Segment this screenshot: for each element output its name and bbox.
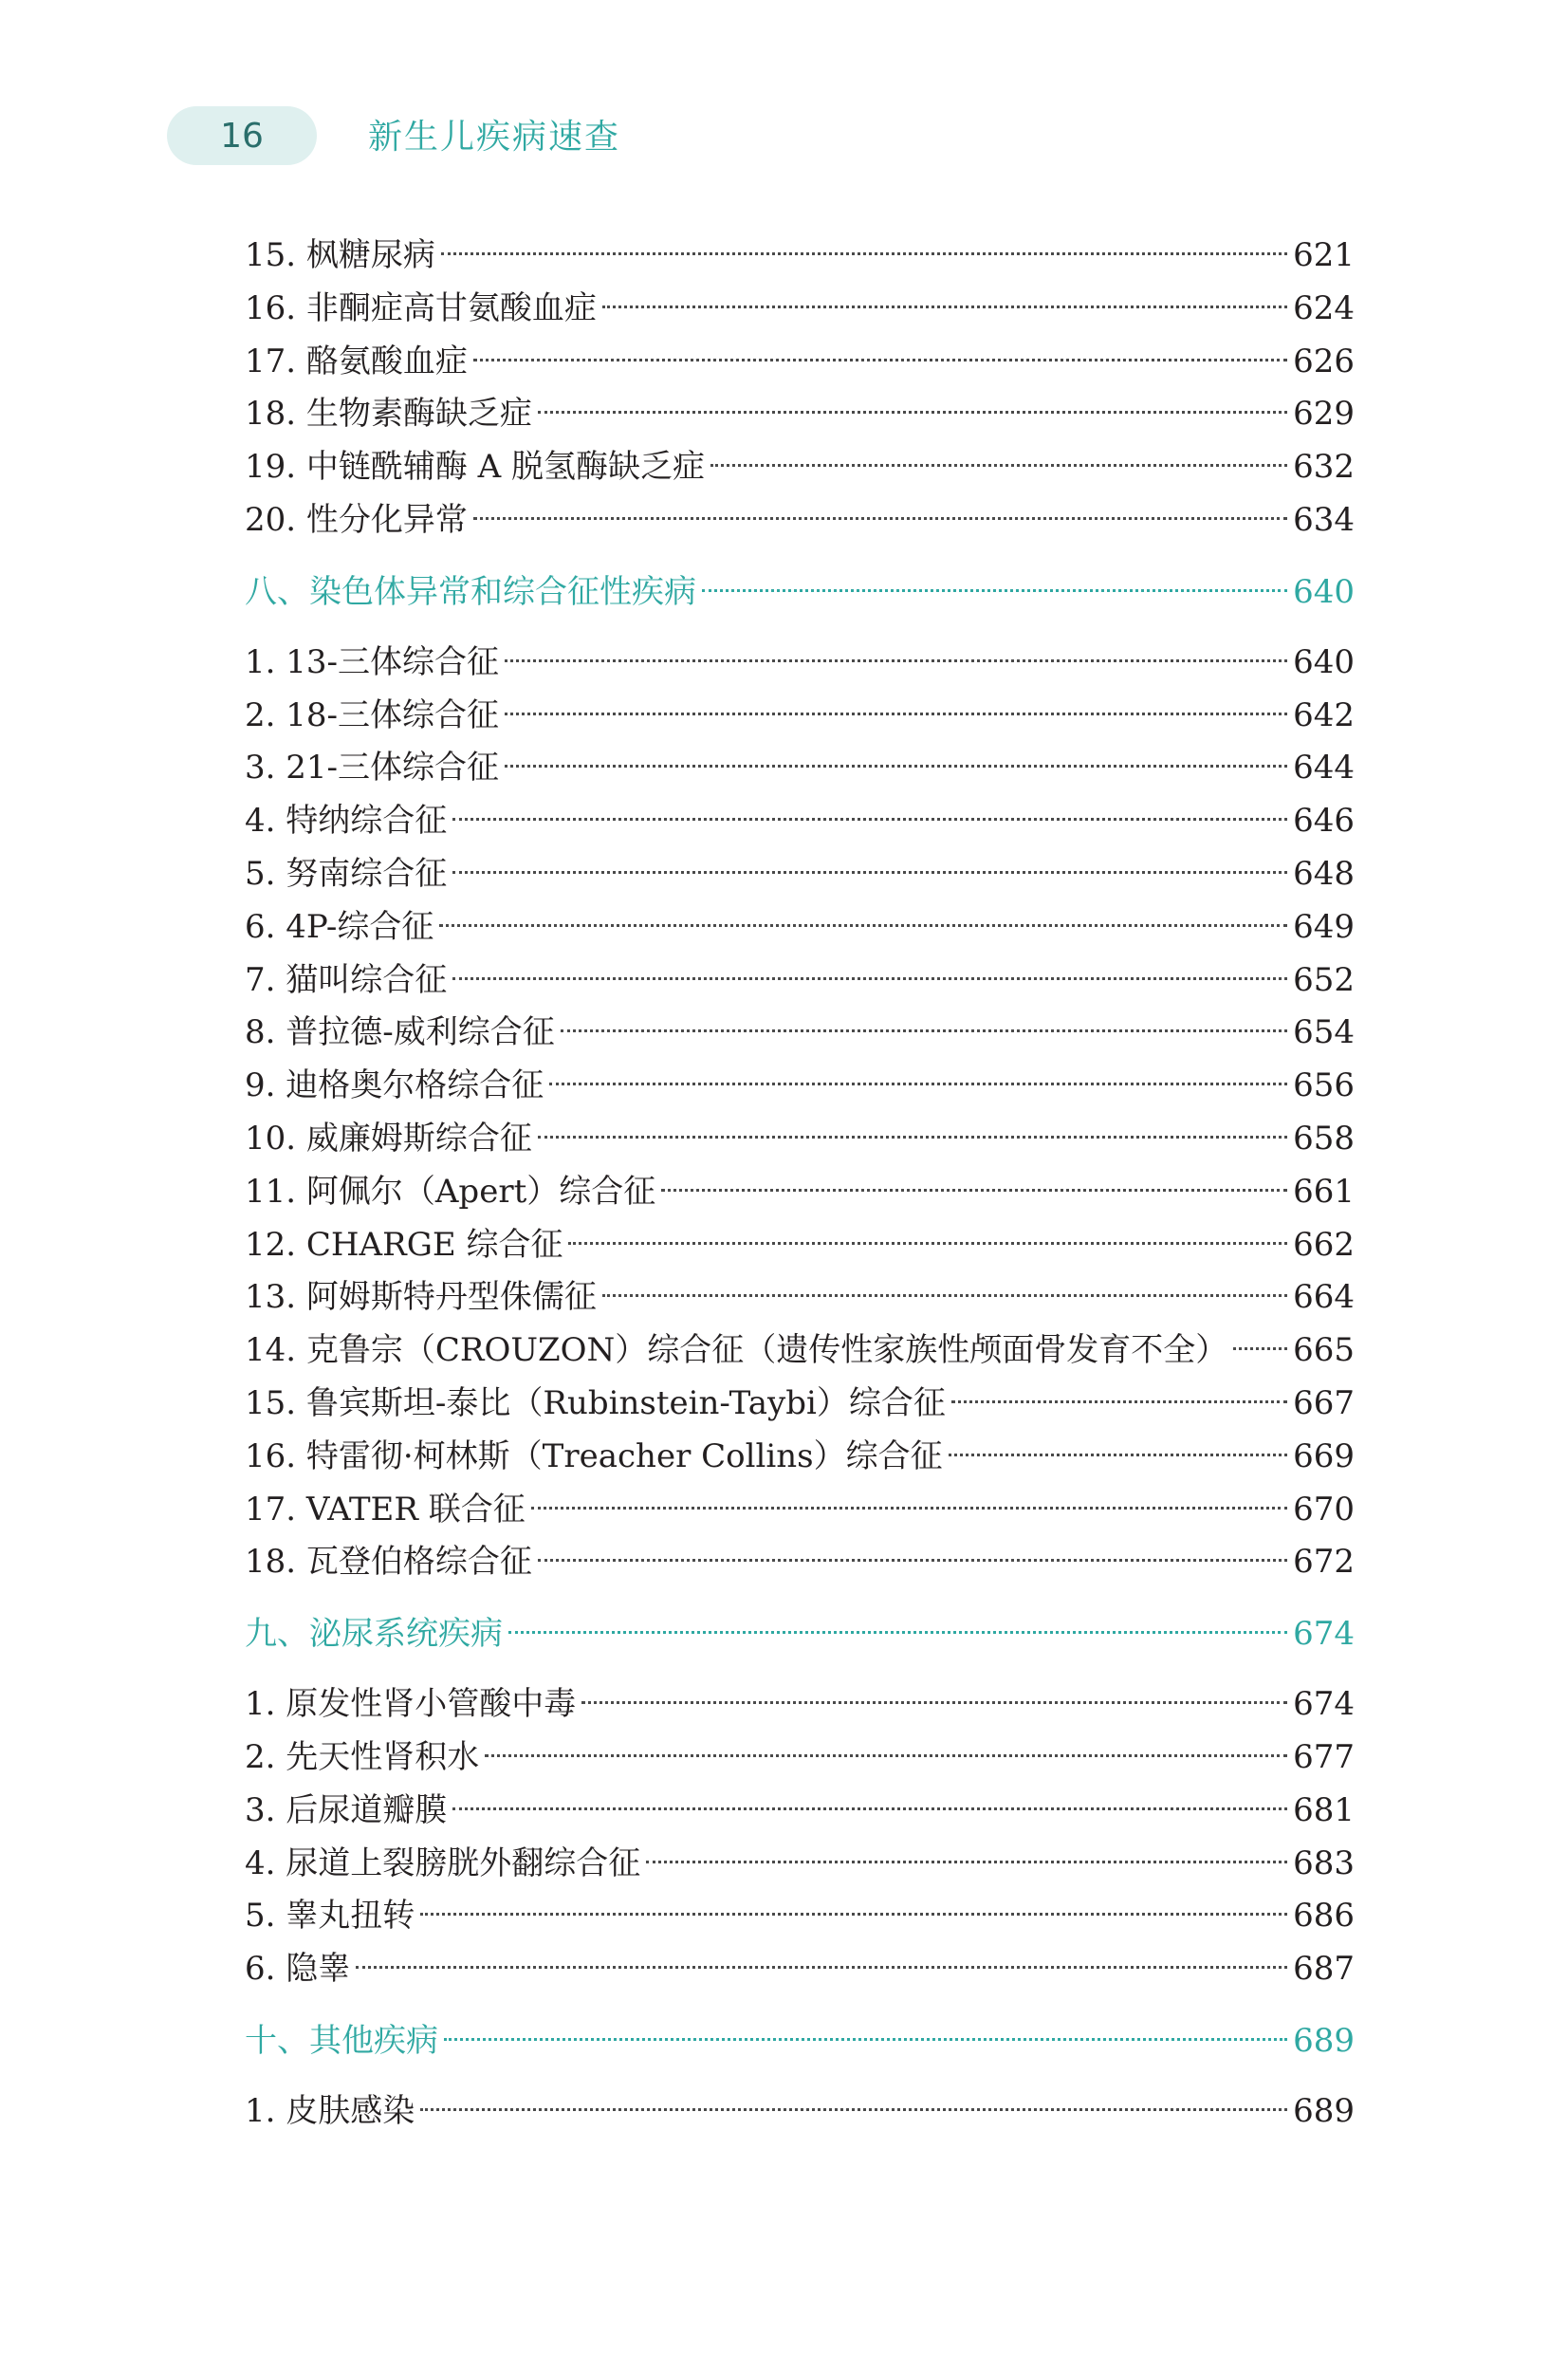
entry-title: 1. 皮肤感染 bbox=[245, 2091, 415, 2130]
dot-leader bbox=[951, 1400, 1287, 1403]
entry-title: 10. 威廉姆斯综合征 bbox=[245, 1119, 532, 1158]
entry-title: 15. 鲁宾斯坦-泰比（Rubinstein-Taybi）综合征 bbox=[245, 1383, 946, 1422]
page-ref: 624 bbox=[1293, 288, 1355, 327]
dot-leader bbox=[452, 977, 1287, 980]
dot-leader bbox=[1233, 1347, 1287, 1350]
entry-title: 6. 隐睾 bbox=[245, 1950, 351, 1989]
entry-title: 20. 性分化异常 bbox=[245, 500, 468, 539]
page-ref: 646 bbox=[1293, 802, 1355, 841]
toc-entry[interactable] bbox=[245, 954, 1355, 1008]
dot-leader bbox=[439, 924, 1287, 927]
dot-leader bbox=[561, 1029, 1287, 1032]
toc-entry[interactable] bbox=[245, 1785, 1355, 1838]
entry-title: 18. 生物素酶缺乏症 bbox=[245, 395, 532, 434]
page-ref: 629 bbox=[1293, 395, 1355, 434]
toc-section-heading[interactable] bbox=[245, 561, 1355, 623]
page-ref: 664 bbox=[1293, 1278, 1355, 1317]
toc-entry[interactable] bbox=[245, 1431, 1355, 1484]
toc-entry[interactable] bbox=[245, 901, 1355, 954]
dot-leader bbox=[473, 517, 1287, 520]
section-title: 十、其他疾病 bbox=[245, 2021, 438, 2060]
page-ref: 652 bbox=[1293, 960, 1355, 999]
toc-entry[interactable] bbox=[245, 336, 1355, 389]
page-ref: 648 bbox=[1293, 854, 1355, 893]
toc-section-heading[interactable] bbox=[245, 1603, 1355, 1665]
page-ref: 665 bbox=[1293, 1331, 1355, 1370]
toc-entry[interactable] bbox=[245, 1166, 1355, 1219]
section-title: 九、泌尿系统疾病 bbox=[245, 1615, 503, 1654]
page-ref: 687 bbox=[1293, 1950, 1355, 1989]
entry-title: 3. 后尿道瓣膜 bbox=[245, 1790, 448, 1829]
entry-title: 2. 先天性肾积水 bbox=[245, 1737, 480, 1776]
entry-title: 3. 21-三体综合征 bbox=[245, 749, 499, 787]
page-ref: 649 bbox=[1293, 907, 1355, 946]
toc-entry[interactable] bbox=[245, 388, 1355, 441]
toc-entry[interactable] bbox=[245, 2085, 1355, 2139]
toc-entry[interactable] bbox=[245, 1271, 1355, 1325]
toc-entry[interactable] bbox=[245, 494, 1355, 547]
page-ref: 644 bbox=[1293, 749, 1355, 787]
toc-entry[interactable] bbox=[245, 742, 1355, 795]
dot-leader bbox=[710, 464, 1287, 467]
entry-title: 15. 枫糖尿病 bbox=[245, 236, 435, 274]
dot-leader bbox=[473, 359, 1287, 361]
entry-title: 1. 13-三体综合征 bbox=[245, 642, 499, 681]
entry-title: 6. 4P-综合征 bbox=[245, 907, 434, 946]
entry-title: 17. VATER 联合征 bbox=[245, 1490, 526, 1529]
entry-title: 2. 18-三体综合征 bbox=[245, 695, 499, 734]
dot-leader bbox=[646, 1861, 1287, 1863]
toc-entry[interactable] bbox=[245, 1536, 1355, 1589]
dot-leader bbox=[531, 1507, 1287, 1510]
dot-leader bbox=[581, 1701, 1287, 1704]
page-ref: 662 bbox=[1293, 1225, 1355, 1264]
page-ref: 621 bbox=[1293, 236, 1355, 274]
dot-leader bbox=[452, 871, 1287, 874]
toc-entry[interactable] bbox=[245, 1838, 1355, 1891]
toc-entry[interactable] bbox=[245, 795, 1355, 848]
page-ref: 632 bbox=[1293, 448, 1355, 487]
dot-leader bbox=[661, 1189, 1287, 1192]
entry-title: 12. CHARGE 综合征 bbox=[245, 1225, 563, 1264]
toc-entry[interactable] bbox=[245, 441, 1355, 494]
page-ref: 634 bbox=[1293, 500, 1355, 539]
toc-entry[interactable] bbox=[245, 1113, 1355, 1166]
page-ref: 640 bbox=[1293, 572, 1355, 611]
dot-leader bbox=[949, 1454, 1288, 1456]
entry-title: 1. 原发性肾小管酸中毒 bbox=[245, 1685, 577, 1724]
entry-title: 7. 猫叫综合征 bbox=[245, 960, 448, 999]
entry-title: 8. 普拉德-威利综合征 bbox=[245, 1013, 555, 1052]
toc-entry[interactable] bbox=[245, 283, 1355, 336]
page-ref: 689 bbox=[1293, 2091, 1355, 2130]
toc-entry[interactable] bbox=[245, 1219, 1355, 1272]
dot-leader bbox=[538, 411, 1287, 414]
page-ref: 681 bbox=[1293, 1790, 1355, 1829]
page-ref: 640 bbox=[1293, 642, 1355, 681]
page-ref: 654 bbox=[1293, 1013, 1355, 1052]
dot-leader bbox=[441, 252, 1287, 255]
dot-leader bbox=[444, 2038, 1287, 2041]
table-of-contents bbox=[245, 230, 1355, 2139]
toc-entry[interactable] bbox=[245, 1890, 1355, 1943]
dot-leader bbox=[505, 659, 1287, 662]
page-ref: 626 bbox=[1293, 342, 1355, 380]
page-ref: 667 bbox=[1293, 1383, 1355, 1422]
page-ref: 656 bbox=[1293, 1066, 1355, 1105]
toc-entry[interactable] bbox=[245, 1378, 1355, 1431]
dot-leader bbox=[452, 1807, 1287, 1810]
dot-leader bbox=[568, 1242, 1287, 1245]
page-ref: 669 bbox=[1293, 1436, 1355, 1475]
page-ref: 661 bbox=[1293, 1172, 1355, 1211]
toc-section-heading[interactable] bbox=[245, 2010, 1355, 2072]
entry-title: 17. 酪氨酸血症 bbox=[245, 342, 468, 380]
dot-leader bbox=[505, 713, 1287, 715]
dot-leader bbox=[538, 1559, 1287, 1562]
toc-entry[interactable] bbox=[245, 637, 1355, 690]
book-title: 新生儿疾病速查 bbox=[368, 118, 621, 157]
dot-leader bbox=[356, 1966, 1287, 1969]
dot-leader bbox=[602, 1294, 1287, 1297]
entry-title: 9. 迪格奥尔格综合征 bbox=[245, 1066, 544, 1105]
page-ref: 670 bbox=[1293, 1490, 1355, 1529]
page-ref: 674 bbox=[1293, 1615, 1355, 1654]
page-number-badge bbox=[167, 106, 317, 165]
page-number: 16 bbox=[220, 116, 264, 156]
toc-entry[interactable] bbox=[245, 230, 1355, 283]
dot-leader bbox=[485, 1754, 1287, 1757]
section-title: 八、染色体异常和综合征性疾病 bbox=[245, 572, 696, 611]
toc-entry[interactable] bbox=[245, 1943, 1355, 1996]
dot-leader bbox=[508, 1631, 1287, 1634]
toc-entry[interactable] bbox=[245, 1325, 1355, 1378]
entry-title: 14. 克鲁宗（CROUZON）综合征（遗传性家族性颅面骨发育不全） bbox=[245, 1331, 1228, 1370]
page-ref: 677 bbox=[1293, 1737, 1355, 1776]
entry-title: 19. 中链酰辅酶 A 脱氢酶缺乏症 bbox=[245, 448, 706, 487]
page-ref: 683 bbox=[1293, 1843, 1355, 1882]
entry-title: 11. 阿佩尔（Apert）综合征 bbox=[245, 1172, 656, 1211]
page-ref: 672 bbox=[1293, 1543, 1355, 1582]
toc-entry[interactable] bbox=[245, 1732, 1355, 1785]
page-ref: 658 bbox=[1293, 1119, 1355, 1158]
entry-title: 16. 非酮症高甘氨酸血症 bbox=[245, 288, 597, 327]
entry-title: 18. 瓦登伯格综合征 bbox=[245, 1543, 532, 1582]
page-ref: 686 bbox=[1293, 1897, 1355, 1936]
toc-entry[interactable] bbox=[245, 848, 1355, 901]
dot-leader bbox=[505, 765, 1287, 768]
dot-leader bbox=[452, 818, 1287, 821]
dot-leader bbox=[538, 1136, 1287, 1139]
toc-entry[interactable] bbox=[245, 1484, 1355, 1537]
toc-entry[interactable] bbox=[245, 690, 1355, 743]
entry-title: 16. 特雷彻·柯林斯（Treacher Collins）综合征 bbox=[245, 1436, 943, 1475]
page-ref: 642 bbox=[1293, 695, 1355, 734]
toc-entry[interactable] bbox=[245, 1678, 1355, 1732]
toc-entry[interactable] bbox=[245, 1060, 1355, 1113]
entry-title: 4. 尿道上裂膀胱外翻综合征 bbox=[245, 1843, 641, 1882]
dot-leader bbox=[602, 306, 1287, 308]
dot-leader bbox=[702, 589, 1287, 592]
page-ref: 689 bbox=[1293, 2021, 1355, 2060]
page-header bbox=[0, 0, 1568, 190]
entry-title: 5. 睾丸扭转 bbox=[245, 1897, 415, 1936]
entry-title: 13. 阿姆斯特丹型侏儒征 bbox=[245, 1278, 597, 1317]
dot-leader bbox=[420, 1913, 1287, 1916]
toc-entry[interactable] bbox=[245, 1007, 1355, 1060]
entry-title: 4. 特纳综合征 bbox=[245, 802, 448, 841]
dot-leader bbox=[549, 1083, 1287, 1085]
entry-title: 5. 努南综合征 bbox=[245, 854, 448, 893]
dot-leader bbox=[420, 2108, 1287, 2111]
page-ref: 674 bbox=[1293, 1685, 1355, 1724]
